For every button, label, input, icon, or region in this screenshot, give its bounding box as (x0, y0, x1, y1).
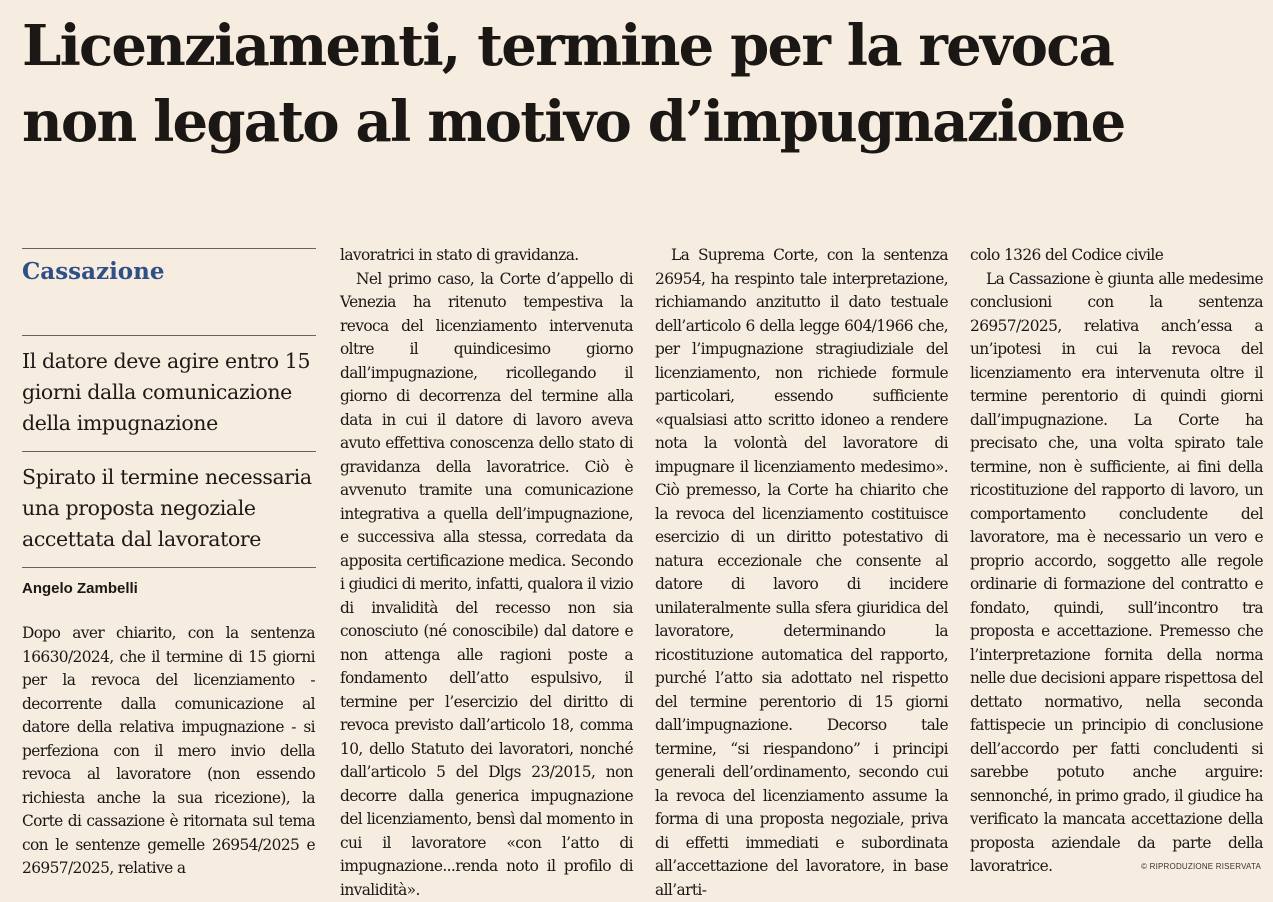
paragraph: Dopo aver chiarito, con la sentenza 16630/2024, che il termine di 15 giorni per la revoca del licenziamento - decorrente dalla comunicazione al datore della relativa impugnazione - si perfeziona con il mero invio della revoca al lavoratore (non essendo richiesta anche la sua ricezione), la Corte di cassazione è ritornata sul tema con le sentenze gemelle 26954/2025 e 26957/2025, relative a (22, 622, 315, 881)
divider (22, 335, 316, 336)
headline-line-1: Licenziamenti, termine per la revoca (22, 8, 1262, 84)
section-label: Cassazione (22, 257, 316, 287)
paragraph: La Suprema Corte, con la sentenza 26954, ha respinto tale interpretazione, richiamando anzitutto il dato testuale dell’articolo 6 della legge 604/1966 che, per l’impugnazione stragiudiziale del licenziamento, non richiede formule particolari, essendo sufficiente «qualsiasi atto scritto idoneo a rendere nota la volontà del lavoratore di impugnare il licenziamento medesimo». Ciò premesso, la Corte ha chiarito che la revoca del licenziamento costituisce esercizio di un diritto potestativo di natura eccezionale che consente al datore di lavoro di incidere unilateralmente sulla sfera giuridica del lavoratore, determinando la ricostituzione automatica del rapporto, purché l’atto sia adottato nel rispetto del termine perentorio di 15 giorni dall’impugnazione. Decorso tale termine, “si riespandono” i principi generali dell’ordinamento, secondo cui la revoca del licenziamento assume la forma di una proposta negoziale, priva di effetti immediati e subordinata all’accettazione del lavoratore, in base all’arti- (655, 244, 948, 902)
divider (22, 248, 316, 249)
paragraph: lavoratrici in stato di gravidanza. (340, 244, 633, 268)
deck-1: Il datore deve agire entro 15 giorni dalla comunicazione della impugnazione (22, 346, 316, 439)
deck-2: Spirato il termine necessaria una proposta negoziale accettata dal lavoratore (22, 462, 316, 555)
body-column-4 (970, 244, 1263, 879)
divider (22, 451, 316, 452)
paragraph: colo 1326 del Codice civile (970, 244, 1263, 268)
divider (22, 567, 316, 568)
author-byline: Angelo Zambelli (22, 578, 316, 600)
body-column-2 (340, 244, 633, 902)
paragraph: La Cassazione è giunta alle medesime conclusioni con la sentenza 26957/2025, relativa anch’essa a un’ipotesi in cui la revoca del licenziamento era intervenuta oltre il termine perentorio di quindi giorni dall’impugnazione. La Corte ha precisato che, una volta spirato tale termine, non è sufficiente, ai fini della ricostituzione del rapporto di lavoro, un comportamento concludente del lavoratore, ma è necessario un vero e proprio accordo, soggetto alle regole ordinarie di formazione del contratto e fondato, quindi, sull’incontro tra proposta e accettazione. Premesso che l’interpretazione fornita della norma nelle due decisioni appare rispettosa del dettato normativo, nella seconda fattispecie un principio di conclusione dell’accordo per fatti concludenti si sarebbe potuto anche arguire: sennonché, in primo grado, il giudice ha verificato la mancata accettazione della proposta aziendale da parte della lavoratrice. (970, 268, 1263, 879)
headline (22, 8, 1262, 160)
sidebar (22, 248, 316, 600)
copyright-notice: © RIPRODUZIONE RISERVATA (1141, 862, 1261, 871)
body-column-3 (655, 244, 948, 902)
body-column-1 (22, 622, 315, 881)
paragraph: Nel primo caso, la Corte d’appello di Venezia ha ritenuto tempestiva la revoca del licenziamento intervenuta oltre il quindicesimo giorno dall’impugnazione, ricollegando il giorno di decorrenza del termine alla data in cui il datore di lavoro aveva avuto effettiva conoscenza dello stato di gravidanza della lavoratrice. Ciò è avvenuto tramite una comunicazione integrativa a quella dell’impugnazione, e successiva alla stessa, corredata da apposita certificazione medica. Secondo i giudici di merito, infatti, qualora il vizio di invalidità del recesso non sia conosciuto (né conoscibile) dal datore e non attenga alle ragioni poste a fondamento dell’atto espulsivo, il termine per l’esercizio del diritto di revoca previsto dall’articolo 18, comma 10, dello Statuto dei lavoratori, nonché dall’articolo 5 del Dlgs 23/2015, non decorre dalla generica impugnazione del licenziamento, bensì dal momento in cui il lavoratore «con l’atto di impugnazione...renda noto il profilo di invalidità». (340, 268, 633, 902)
headline-line-2: non legato al motivo d’impugnazione (22, 84, 1262, 160)
